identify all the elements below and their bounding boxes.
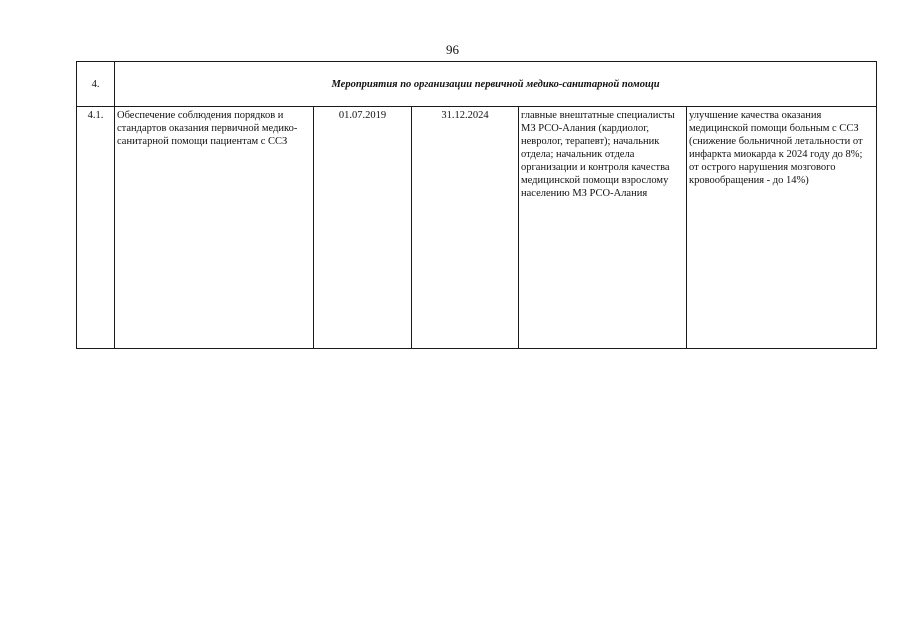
responsible-cell: главные внештатные специалисты МЗ РСО-Алания (кардиолог, невролог, терапевт); начальник отдела; начальник отдела организации и контроля качества медицинской помощи взрослому населению МЗ РСО-Алания [519, 107, 687, 349]
section-title: Мероприятия по организации первичной медико-санитарной помощи [115, 62, 877, 107]
section-number: 4. [77, 62, 115, 107]
end-date-cell: 31.12.2024 [412, 107, 519, 349]
activity-cell: Обеспечение соблюдения порядков и стандартов оказания первичной медико-санитарной помощи пациентам с ССЗ [115, 107, 314, 349]
activities-table [76, 61, 877, 349]
row-number: 4.1. [77, 107, 115, 349]
result-cell: улучшение качества оказания медицинской помощи больным с ССЗ (снижение больничной летальности от инфаркта миокарда к 2024 году до 8%; от острого нарушения мозгового кровообращения - до 14%) [687, 107, 877, 349]
start-date-cell: 01.07.2019 [314, 107, 412, 349]
table-row [77, 107, 877, 349]
page-number: 96 [446, 42, 459, 57]
section-header-row [77, 62, 877, 107]
